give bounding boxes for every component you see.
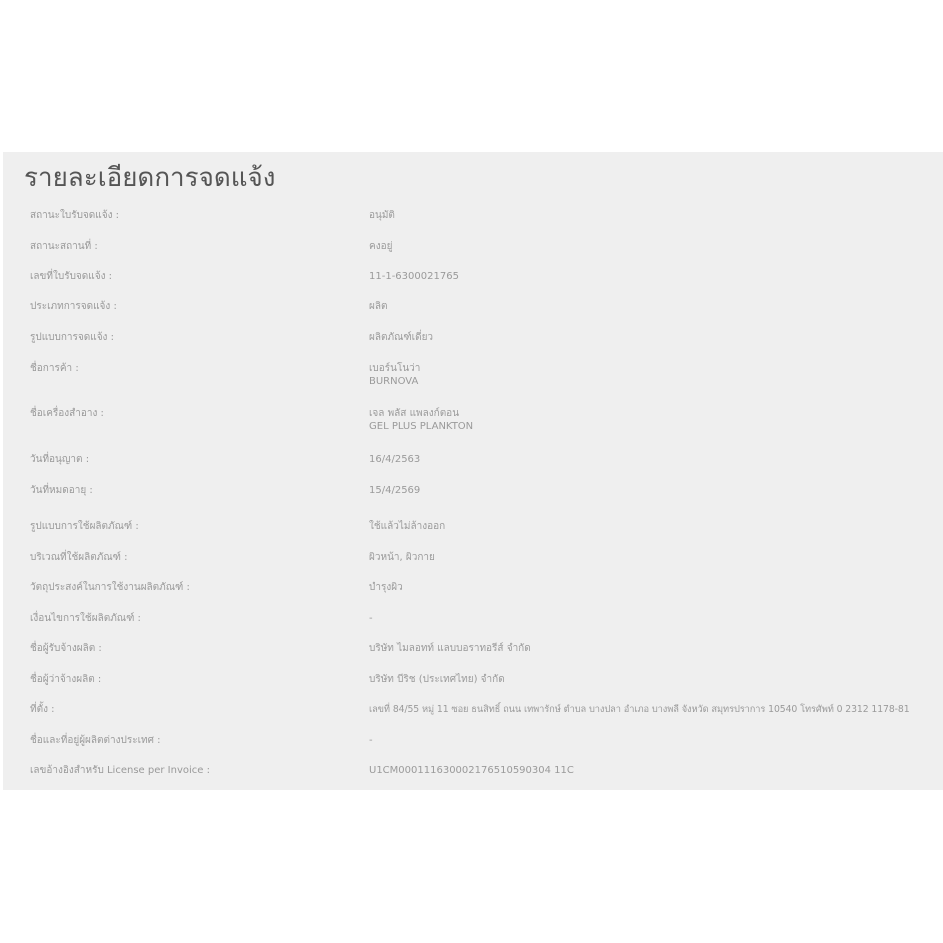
trade-name-thai: เบอร์นโนว่า <box>369 363 421 374</box>
row-label: เงื่อนไขการใช้ผลิตภัณฑ์ : <box>30 613 141 624</box>
row-value: - <box>369 613 373 624</box>
row-label: รูปแบบการจดแจ้ง : <box>30 332 114 343</box>
row-label: บริเวณที่ใช้ผลิตภัณฑ์ : <box>30 552 128 563</box>
row-value: - <box>369 735 373 746</box>
row-label: ชื่อผู้ว่าจ้างผลิต : <box>30 674 102 685</box>
row-label: ชื่อการค้า : <box>30 363 79 374</box>
row-value: เลขที่ 84/55 หมู่ 11 ซอย ธนสิทธิ์ ถนน เทพารักษ์ ตำบล บางปลา อำเภอ บางพลี จังหวัด สมุทรปราการ 10540 โทรศัพท์ 0 2312 1178-81 <box>369 704 910 715</box>
row-label: ประเภทการจดแจ้ง : <box>30 301 117 312</box>
row-label: สถานะใบรับจดแจ้ง : <box>30 210 120 221</box>
row-label: ชื่อและที่อยู่ผู้ผลิตต่างประเทศ : <box>30 735 161 746</box>
page-title: รายละเอียดการจดแจ้ง <box>24 163 276 193</box>
row-value: บริษัท บีริช (ประเทศไทย) จำกัด <box>369 674 505 685</box>
row-label: ชื่อเครื่องสำอาง : <box>30 408 104 419</box>
row-value <box>369 362 420 388</box>
row-value: บำรุงผิว <box>369 582 403 593</box>
row-value: บริษัท ไมลอทท์ แลบบอราทอรีส์ จำกัด <box>369 643 531 654</box>
row-value <box>369 407 473 433</box>
row-value: ผิวหน้า, ผิวกาย <box>369 552 435 563</box>
row-label: เลขที่ใบรับจดแจ้ง : <box>30 271 113 282</box>
row-label: วันที่หมดอายุ : <box>30 485 93 496</box>
row-value: ใช้แล้วไม่ล้างออก <box>369 521 446 532</box>
row-value: อนุมัติ <box>369 210 395 221</box>
row-label: เลขอ้างอิงสำหรับ License per Invoice : <box>30 765 210 776</box>
cosmetic-name-english: GEL PLUS PLANKTON <box>369 421 474 432</box>
row-value: ผลิต <box>369 301 388 312</box>
cosmetic-name-thai: เจล พลัส แพลงก์ตอน <box>369 408 460 419</box>
row-value: U1CM000111630002176510590304 11C <box>369 765 574 776</box>
row-value: 16/4/2563 <box>369 454 421 465</box>
row-label: รูปแบบการใช้ผลิตภัณฑ์ : <box>30 521 139 532</box>
notification-details-panel <box>3 152 943 790</box>
row-value: ผลิตภัณฑ์เดี่ยว <box>369 332 434 343</box>
row-value: คงอยู่ <box>369 241 393 252</box>
row-value: 15/4/2569 <box>369 485 421 496</box>
row-label: วัตถุประสงค์ในการใช้งานผลิตภัณฑ์ : <box>30 582 190 593</box>
row-value: 11-1-6300021765 <box>369 271 459 282</box>
trade-name-english: BURNOVA <box>369 376 419 387</box>
row-label: ชื่อผู้รับจ้างผลิต : <box>30 643 102 654</box>
row-label: วันที่อนุญาต : <box>30 454 90 465</box>
row-label: สถานะสถานที่ : <box>30 241 98 252</box>
row-label: ที่ตั้ง : <box>30 704 55 715</box>
